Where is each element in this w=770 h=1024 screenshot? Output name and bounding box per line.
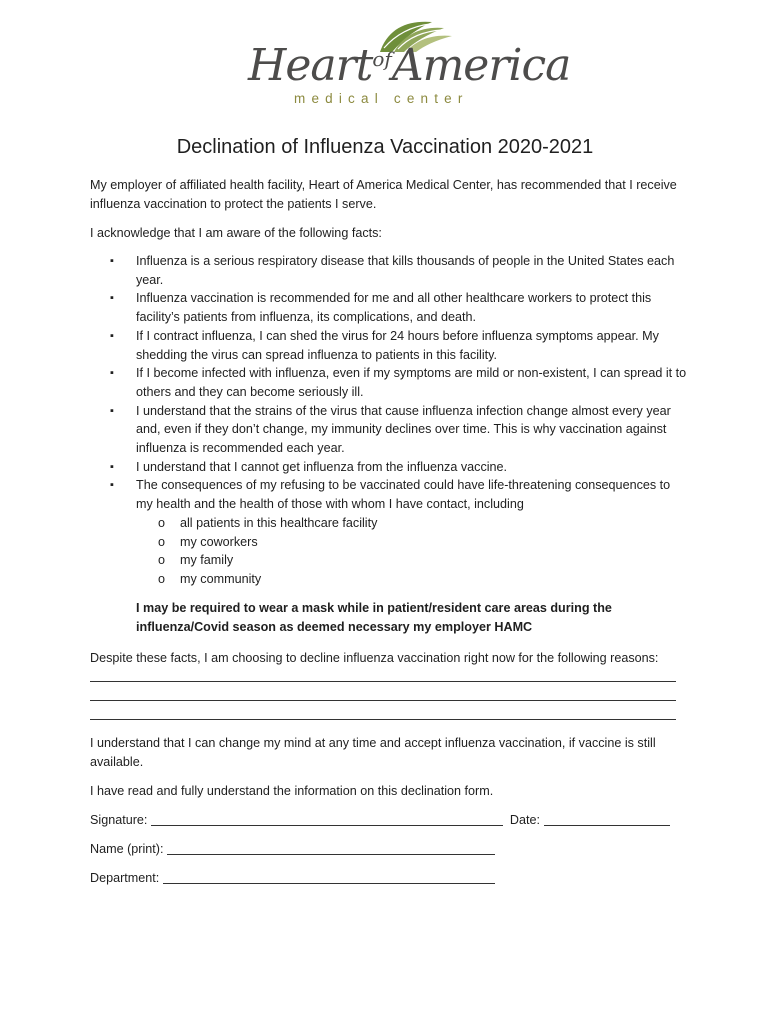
department-row — [90, 869, 495, 888]
logo-wordmark: Heart$^{of}$America — [248, 40, 571, 91]
signature-field[interactable] — [151, 812, 503, 826]
fact-item: ▪ I understand that the strains of the virus that cause influenza infection change almost every year and, even if they don’t change, my immunity declines over time. This is why vaccination against influenza is recommended each year. — [90, 402, 690, 458]
change-mind-text: I understand that I can change my mind at any time and accept influenza vaccination, if vaccine is still available. — [90, 736, 656, 769]
contact-item: o my family — [136, 551, 690, 570]
contact-item: o my coworkers — [136, 533, 690, 552]
fact-item: ▪ Influenza is a serious respiratory disease that kills thousands of people in the United States each year. — [90, 252, 690, 289]
fact-item: ▪ Influenza vaccination is recommended for me and all other healthcare workers to protect this facility’s patients from influenza, its complications, and death. — [90, 289, 690, 326]
name-field[interactable] — [167, 841, 495, 855]
intro-paragraph: My employer of affiliated health facility, Heart of America Medical Center, has recommended that I receive influenza vaccination to protect the patients I serve. — [90, 178, 677, 211]
read-confirm-text: I have read and fully understand the information on this declination form. — [90, 784, 494, 798]
facts-list — [90, 252, 690, 589]
signature-label: Signature: — [90, 813, 148, 827]
fact-item-text: The consequences of my refusing to be vaccinated could have life-threatening consequences to my health and the health of those with whom I have contact, including — [136, 478, 671, 512]
form-title: Declination of Influenza Vaccination 2020-2021 — [176, 136, 594, 158]
contact-item: o all patients in this healthcare facility — [136, 514, 690, 533]
reasons-intro: Despite these facts, I am choosing to decline influenza vaccination right now for the following reasons: — [90, 651, 659, 665]
reason-line-3[interactable] — [90, 719, 676, 720]
fact-item-consequences — [90, 476, 690, 588]
logo-subtitle: medical center — [294, 91, 469, 106]
date-field[interactable] — [544, 812, 670, 826]
mask-notice: I may be required to wear a mask while in patient/resident care areas during the influenza/Covid season as deemed necessary my employer HAMC — [136, 601, 612, 634]
contact-item: o my community — [136, 570, 690, 589]
signature-row — [90, 811, 670, 830]
fact-item: ▪ If I become infected with influenza, even if my symptoms are mild or non-existent, I can spread it to others and they can become seriously ill. — [90, 364, 690, 401]
reason-line-2[interactable] — [90, 700, 676, 701]
department-field[interactable] — [163, 870, 495, 884]
contacts-list — [136, 514, 690, 589]
reason-line-1[interactable] — [90, 681, 676, 682]
heart-of-america-logo — [244, 18, 571, 114]
fact-item: ▪ If I contract influenza, I can shed the virus for 24 hours before influenza symptoms appear. My shedding the virus can spread influenza to patients in this facility. — [90, 327, 690, 364]
date-label: Date: — [509, 813, 541, 827]
department-label: Department: — [90, 871, 160, 885]
name-row — [90, 840, 495, 859]
acknowledge-text: I acknowledge that I am aware of the following facts: — [90, 226, 382, 240]
fact-item: ▪ I understand that I cannot get influenza from the influenza vaccine. — [90, 458, 690, 477]
name-label: Name (print): — [90, 842, 164, 856]
